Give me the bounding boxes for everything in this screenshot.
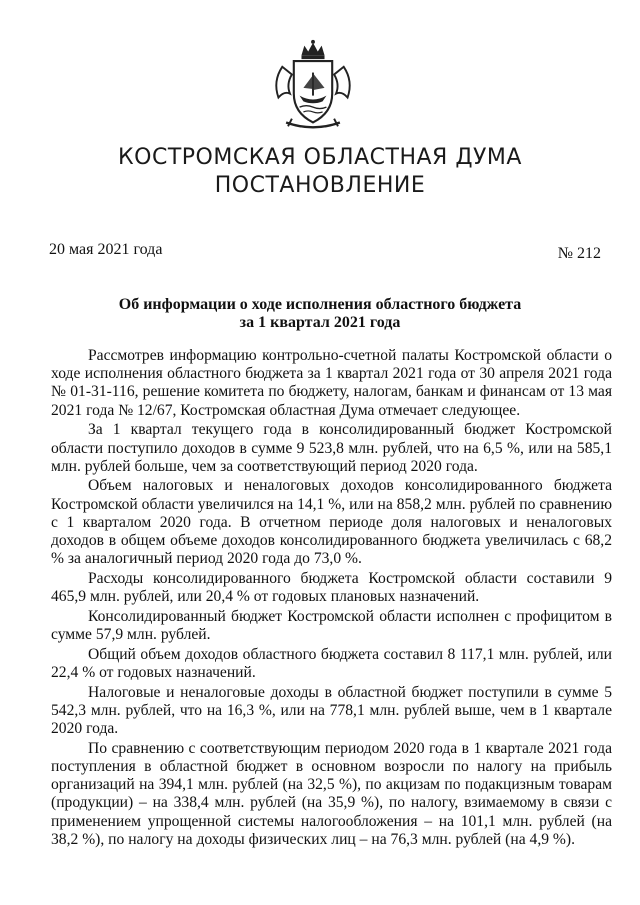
paragraph: Налоговые и неналоговые доходы в областной бюджет поступили в сумме 5 542,3 млн. рублей, что на 16,3 %, или на 778,1 млн. рублей выше, чем в 1 квартале 2020 года. xyxy=(51,683,612,738)
document-body xyxy=(51,347,612,850)
coat-of-arms-icon xyxy=(265,38,361,134)
organization-name: КОСТРОМСКАЯ ОБЛАСТНАЯ ДУМА xyxy=(118,145,522,170)
document-type: ПОСТАНОВЛЕНИЕ xyxy=(214,173,426,198)
paragraph: Рассмотрев информацию контрольно-счетной палаты Костромской области о ходе исполнения областного бюджета за 1 квартал 2021 года от 30 апреля 2021 года № 01-31-116, решение комитета по бюджету, налогам, банкам и финансам от 13 мая 2021 года № 12/67, Костромская областная Дума отмечает следующее. xyxy=(51,347,612,419)
title-line: Об информации о ходе исполнения областного бюджета xyxy=(118,296,522,313)
paragraph: Объем налоговых и неналоговых доходов консолидированного бюджета Костромской области увеличился на 14,1 %, или на 858,2 млн. рублей по сравнению с 1 кварталом 2020 года. В отчетном периоде доля налоговых и неналоговых доходов в общем объеме доходов консолидированного бюджета увеличилась с 68,2 % за аналогичный период 2020 года до 73,0 %. xyxy=(51,477,612,568)
document-title xyxy=(0,296,640,332)
paragraph: По сравнению с соответствующим периодом 2020 года в 1 квартале 2021 года поступления в областной бюджет в основном возросли по налогу на прибыль организаций на 394,1 млн. рублей (на 32,5 %), по акцизам по подакцизным товарам (продукции) – на 338,4 млн. рублей (на 35,9 %), по налогу, взимаемому в связи с применением упрощенной системы налогообложения – на 101,1 млн. рублей (на 38,2 %), по налогу на доходы физических лиц – на 76,3 млн. рублей (на 4,9 %). xyxy=(51,739,612,848)
paragraph: Общий объем доходов областного бюджета составил 8 117,1 млн. рублей, или 22,4 % от годовых назначений. xyxy=(51,645,612,681)
paragraph: За 1 квартал текущего года в консолидированный бюджет Костромской области поступило доходов в сумме 9 523,8 млн. рублей, что на 6,5 %, или на 585,1 млн. рублей больше, чем за соответствующий период 2020 года. xyxy=(51,421,612,475)
title-line: за 1 квартал 2021 года xyxy=(239,314,401,331)
paragraph: Расходы консолидированного бюджета Костромской области составили 9 465,9 млн. рублей, или 20,4 % от годовых плановых назначений. xyxy=(51,569,612,606)
paragraph: Консолидированный бюджет Костромской области исполнен с профицитом в сумме 57,9 млн. рублей. xyxy=(51,607,612,644)
document-number: № 212 xyxy=(557,245,601,262)
document-date: 20 мая 2021 года xyxy=(49,241,163,258)
